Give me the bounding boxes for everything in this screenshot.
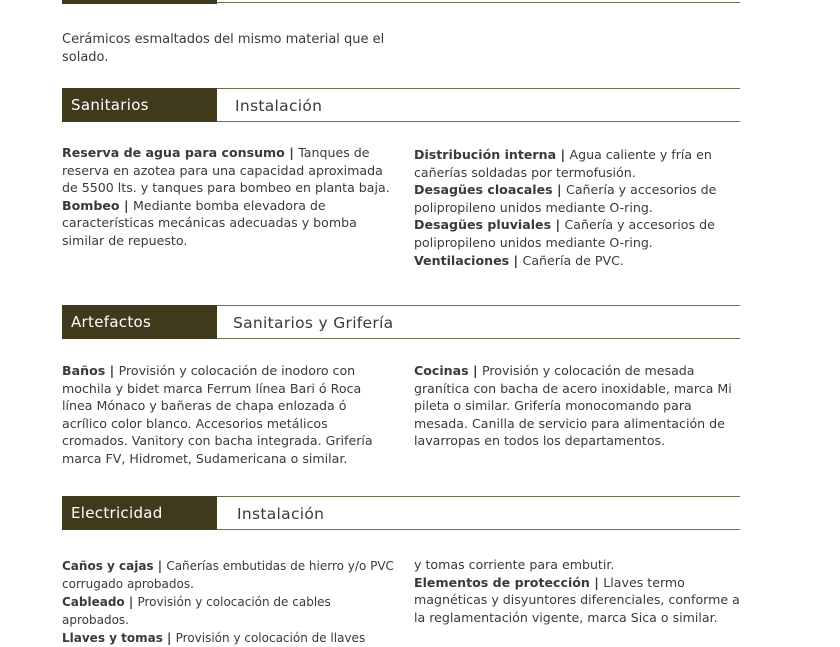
entry-text: Provisión y colocación de cables aprobados. (62, 595, 331, 627)
entry-term: Desagües pluviales (414, 217, 552, 233)
entry-distribucion: Distribución interna | Agua caliente y fría en cañerías soldadas por termofusión. (414, 147, 712, 180)
entry-llaves-tomas: Llaves y tomas | Provisión y colocación de llaves (62, 631, 366, 645)
header-bottom-line (217, 338, 740, 339)
entry-term: Desagües cloacales (414, 182, 553, 198)
entry-desagues-cloacales: Desagües cloacales | Cañería y accesorios de polipropileno unidos mediante O-ring. (414, 182, 717, 215)
sanitarios-right-column (414, 146, 740, 269)
section-header-electricidad (62, 496, 740, 530)
entry-cocinas: Cocinas | Provisión y colocación de mesada granítica con bacha de acero inoxidable, marca Mi pileta o similar. Grifería monocomando para mesada. Canilla de servicio para alimentación de lavarropas en todos los departamentos. (414, 363, 732, 449)
electricidad-left-column (62, 557, 398, 647)
entry-desagues-pluviales: Desagües pluviales | Cañería y accesorios de polipropileno unidos mediante O-ring. (414, 217, 715, 250)
top-section-bar (62, 0, 740, 4)
entry-canos-cajas: Caños y cajas | Cañerías embutidas de hierro y/o PVC corrugado aprobados. (62, 559, 394, 591)
entry-text: Mediante bomba elevadora de características mecánicas adecuadas y bomba similar de repuesto. (62, 197, 357, 248)
entry-elementos-proteccion: Elementos de protección | Llaves termo magnéticas y disyuntores diferenciales, conforme a la reglamentación vigente, marca Sica o similar. (414, 574, 740, 625)
entry-term: Bombeo (62, 197, 120, 213)
entry-banos: Baños | Provisión y colocación de inodoro con mochila y bidet marca Ferrum línea Bari ó Roca línea Mónaco y bañeras de chapa enlozada ó acrílico color blanco. Accesorios metálicos cromados. Vanitory con bacha integrada. Grifería marca FV, Hidromet, Sudamericana o similar. (62, 363, 373, 466)
entry-text: Llaves termo magnéticas y disyuntores diferenciales, conforme a la reglamentación vigente, marca Sica o similar. (414, 574, 740, 625)
header-bottom-line (217, 529, 740, 530)
entry-text: Provisión y colocación de inodoro con mochila y bidet marca Ferrum línea Bari ó Roca línea Mónaco y bañeras de chapa enlozada ó acrílico color blanco. Accesorios metálicos cromados. Vanitory con bacha integrada. Grifería marca FV, Hidromet, Sudamericana o similar. (62, 363, 373, 466)
section-subtitle: Instalación (237, 505, 325, 523)
electricidad-right-column (414, 556, 744, 626)
entry-text: Provisión y colocación de mesada granítica con bacha de acero inoxidable, marca Mi pileta o similar. Grifería monocomando para mesada. Canilla de servicio para alimentación de lavarropas en todos los departamentos. (414, 363, 732, 449)
top-bar-line (217, 2, 740, 3)
entry-term: Baños (62, 363, 106, 378)
entry-term: Caños y cajas (62, 559, 154, 573)
entry-text: Cañería de PVC. (522, 252, 624, 268)
entry-term: Reserva de agua para consumo (62, 145, 285, 160)
entry-term: Ventilaciones (414, 252, 510, 268)
section-title: Sanitarios (62, 88, 217, 122)
section-title: Electricidad (62, 496, 217, 530)
entry-term: Cableado (62, 595, 125, 609)
entry-text: Cañería y accesorios de polipropileno unidos mediante O-ring. (414, 217, 715, 250)
section-subtitle: Sanitarios y Grifería (233, 314, 394, 332)
entry-text: Cañerías embutidas de hierro y/o PVC corrugado aprobados. (62, 559, 394, 591)
section-header-artefactos (62, 305, 740, 339)
top-bar-dark-block (62, 0, 217, 4)
section-title: Artefactos (62, 305, 217, 339)
entry-reserva: Reserva de agua para consumo | Tanques de reserva en azotea para una capacidad aproximada de 5500 lts. y tanques para bombeo en planta baja. (62, 145, 390, 196)
entry-text: Agua caliente y fría en cañerías soldadas por termofusión. (414, 147, 712, 180)
artefactos-left-column (62, 362, 392, 468)
entry-term: Cocinas (414, 363, 469, 378)
entry-text: Tanques de reserva en azotea para una capacidad aproximada de 5500 lts. y tanques para bombeo en planta baja. (62, 145, 390, 196)
entry-term: Llaves y tomas (62, 631, 163, 645)
intro-text: Cerámicos esmaltados del mismo material que el solado. (62, 32, 385, 65)
section-header-sanitarios (62, 88, 740, 122)
header-bottom-line (217, 121, 740, 122)
entry-term: Elementos de protección (414, 574, 590, 590)
entry-bombeo: Bombeo | Mediante bomba elevadora de características mecánicas adecuadas y bomba similar de repuesto. (62, 197, 357, 248)
entry-text: Cañería y accesorios de polipropileno unidos mediante O-ring. (414, 182, 717, 215)
entry-text: Provisión y colocación de llaves (175, 631, 366, 645)
entry-term: Distribución interna (414, 147, 557, 162)
sanitarios-left-column (62, 144, 392, 250)
entry-ventilaciones: Ventilaciones | Cañería de PVC. (414, 252, 624, 268)
entry-cableado: Cableado | Provisión y colocación de cables aprobados. (62, 595, 331, 627)
artefactos-right-column (414, 362, 744, 450)
entry-continuation: y tomas corriente para embutir. (414, 557, 615, 572)
section-subtitle: Instalación (235, 97, 323, 115)
